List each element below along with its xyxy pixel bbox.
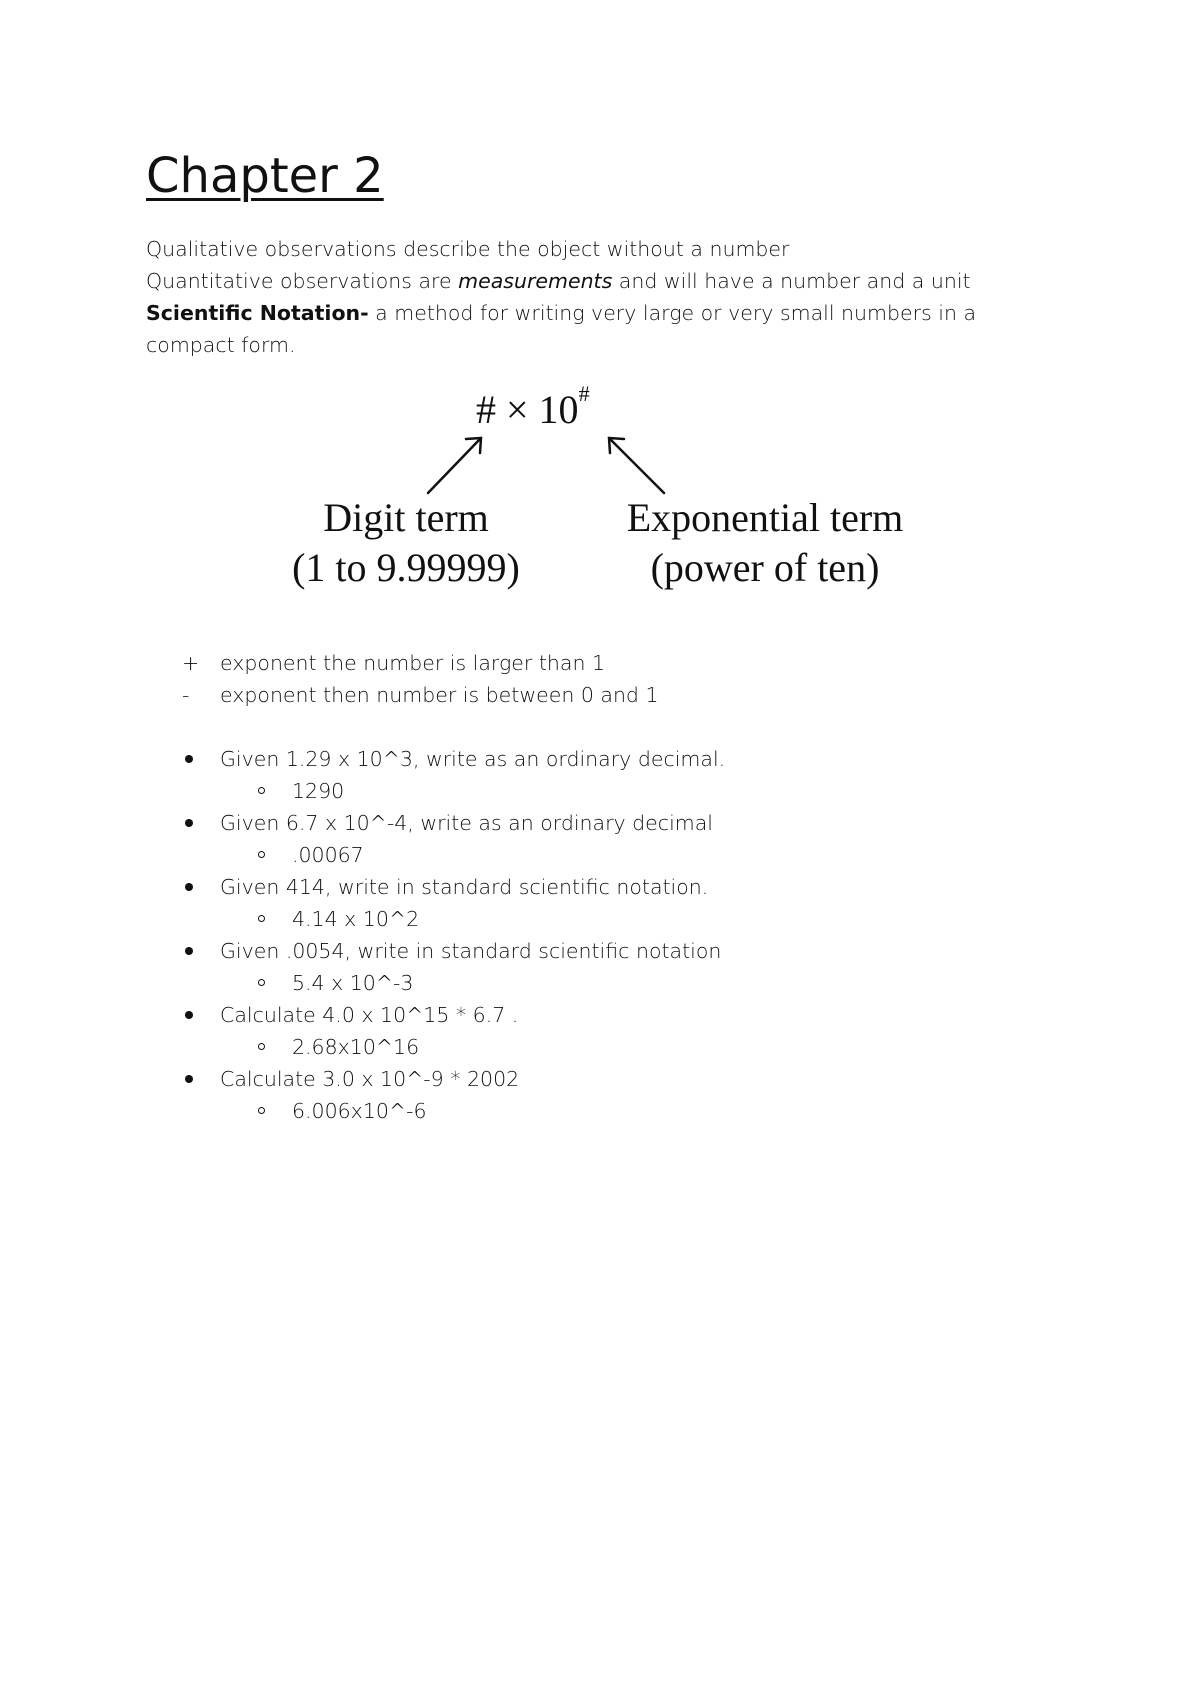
qualitative-paragraph: Qualitative observations describe the object without a number xyxy=(146,236,790,261)
sign-mark: + xyxy=(182,650,200,675)
exponent-sign-list xyxy=(146,647,1066,711)
formula-exponent: # xyxy=(578,380,590,406)
circle-bullet-icon xyxy=(258,1107,265,1114)
exponent-arrow-line xyxy=(610,439,664,493)
question-text: Calculate 4.0 x 10^15 * 6.7 . xyxy=(220,1002,519,1027)
question-text: Given 6.7 x 10^-4, write as an ordinary decimal xyxy=(220,810,713,835)
problem-question xyxy=(146,871,1066,903)
circle-bullet-icon xyxy=(258,851,265,858)
practice-problem xyxy=(146,807,1066,871)
sign-text: exponent the number is larger than 1 xyxy=(220,650,605,675)
quantitative-paragraph xyxy=(146,265,1066,297)
practice-problem xyxy=(146,935,1066,999)
problem-question xyxy=(146,743,1066,775)
answer-text: 6.006x10^-6 xyxy=(292,1098,427,1123)
question-text: Given 414, write in standard scientific notation. xyxy=(220,874,709,899)
formula-base: # × 10 xyxy=(476,386,579,432)
page-title: Chapter 2 xyxy=(146,148,384,204)
sign-item xyxy=(146,679,1066,711)
bullet-icon xyxy=(185,819,193,827)
problem-question xyxy=(146,807,1066,839)
problem-answer xyxy=(146,1031,1066,1063)
problem-answer xyxy=(146,1095,1066,1127)
answer-text: .00067 xyxy=(292,842,364,867)
circle-bullet-icon xyxy=(258,915,265,922)
answer-text: 2.68x10^16 xyxy=(292,1034,420,1059)
quantitative-emphasis: measurements xyxy=(458,268,613,293)
digit-term-range: (1 to 9.99999) xyxy=(292,544,520,590)
problem-answer xyxy=(146,839,1066,871)
circle-bullet-icon xyxy=(258,787,265,794)
practice-problem xyxy=(146,743,1066,807)
bullet-icon xyxy=(185,1075,193,1083)
problem-answer xyxy=(146,903,1066,935)
answer-text: 5.4 x 10^-3 xyxy=(292,970,414,995)
practice-problem xyxy=(146,999,1066,1063)
scientific-notation-figure xyxy=(146,377,1066,617)
digit-arrow-line xyxy=(428,439,480,493)
sign-mark: - xyxy=(182,682,190,707)
practice-problem xyxy=(146,1063,1066,1127)
bullet-icon xyxy=(185,1011,193,1019)
question-text: Calculate 3.0 x 10^-9 * 2002 xyxy=(220,1066,520,1091)
scientific-notation-definition xyxy=(146,297,1066,361)
scientific-notation-text: a method for writing very large or very small numbers in a compact form. xyxy=(146,300,977,357)
sign-text: exponent then number is between 0 and 1 xyxy=(220,682,659,707)
digit-term-label xyxy=(286,493,526,593)
sign-item xyxy=(146,647,1066,679)
bullet-icon xyxy=(185,947,193,955)
exponential-term-label xyxy=(600,493,930,593)
circle-bullet-icon xyxy=(258,979,265,986)
digit-term-title: Digit term xyxy=(323,494,489,540)
quantitative-text-start: Quantitative observations are xyxy=(146,268,459,293)
scientific-notation-term: Scientific Notation- xyxy=(146,300,369,325)
problem-question xyxy=(146,999,1066,1031)
problem-question xyxy=(146,1063,1066,1095)
circle-bullet-icon xyxy=(258,1043,265,1050)
question-text: Given .0054, write in standard scientific notation xyxy=(220,938,722,963)
question-text: Given 1.29 x 10^3, write as an ordinary decimal. xyxy=(220,746,726,771)
bullet-icon xyxy=(185,755,193,763)
document-page xyxy=(146,150,1066,1127)
practice-problem-list xyxy=(146,743,1066,1127)
answer-text: 4.14 x 10^2 xyxy=(292,906,420,931)
problem-answer xyxy=(146,775,1066,807)
practice-problem xyxy=(146,871,1066,935)
exponential-term-note: (power of ten) xyxy=(650,544,880,590)
answer-text: 1290 xyxy=(292,778,345,803)
problem-answer xyxy=(146,967,1066,999)
quantitative-text-end: and will have a number and a unit xyxy=(612,268,971,293)
exponential-term-title: Exponential term xyxy=(626,494,904,540)
bullet-icon xyxy=(185,883,193,891)
problem-question xyxy=(146,935,1066,967)
